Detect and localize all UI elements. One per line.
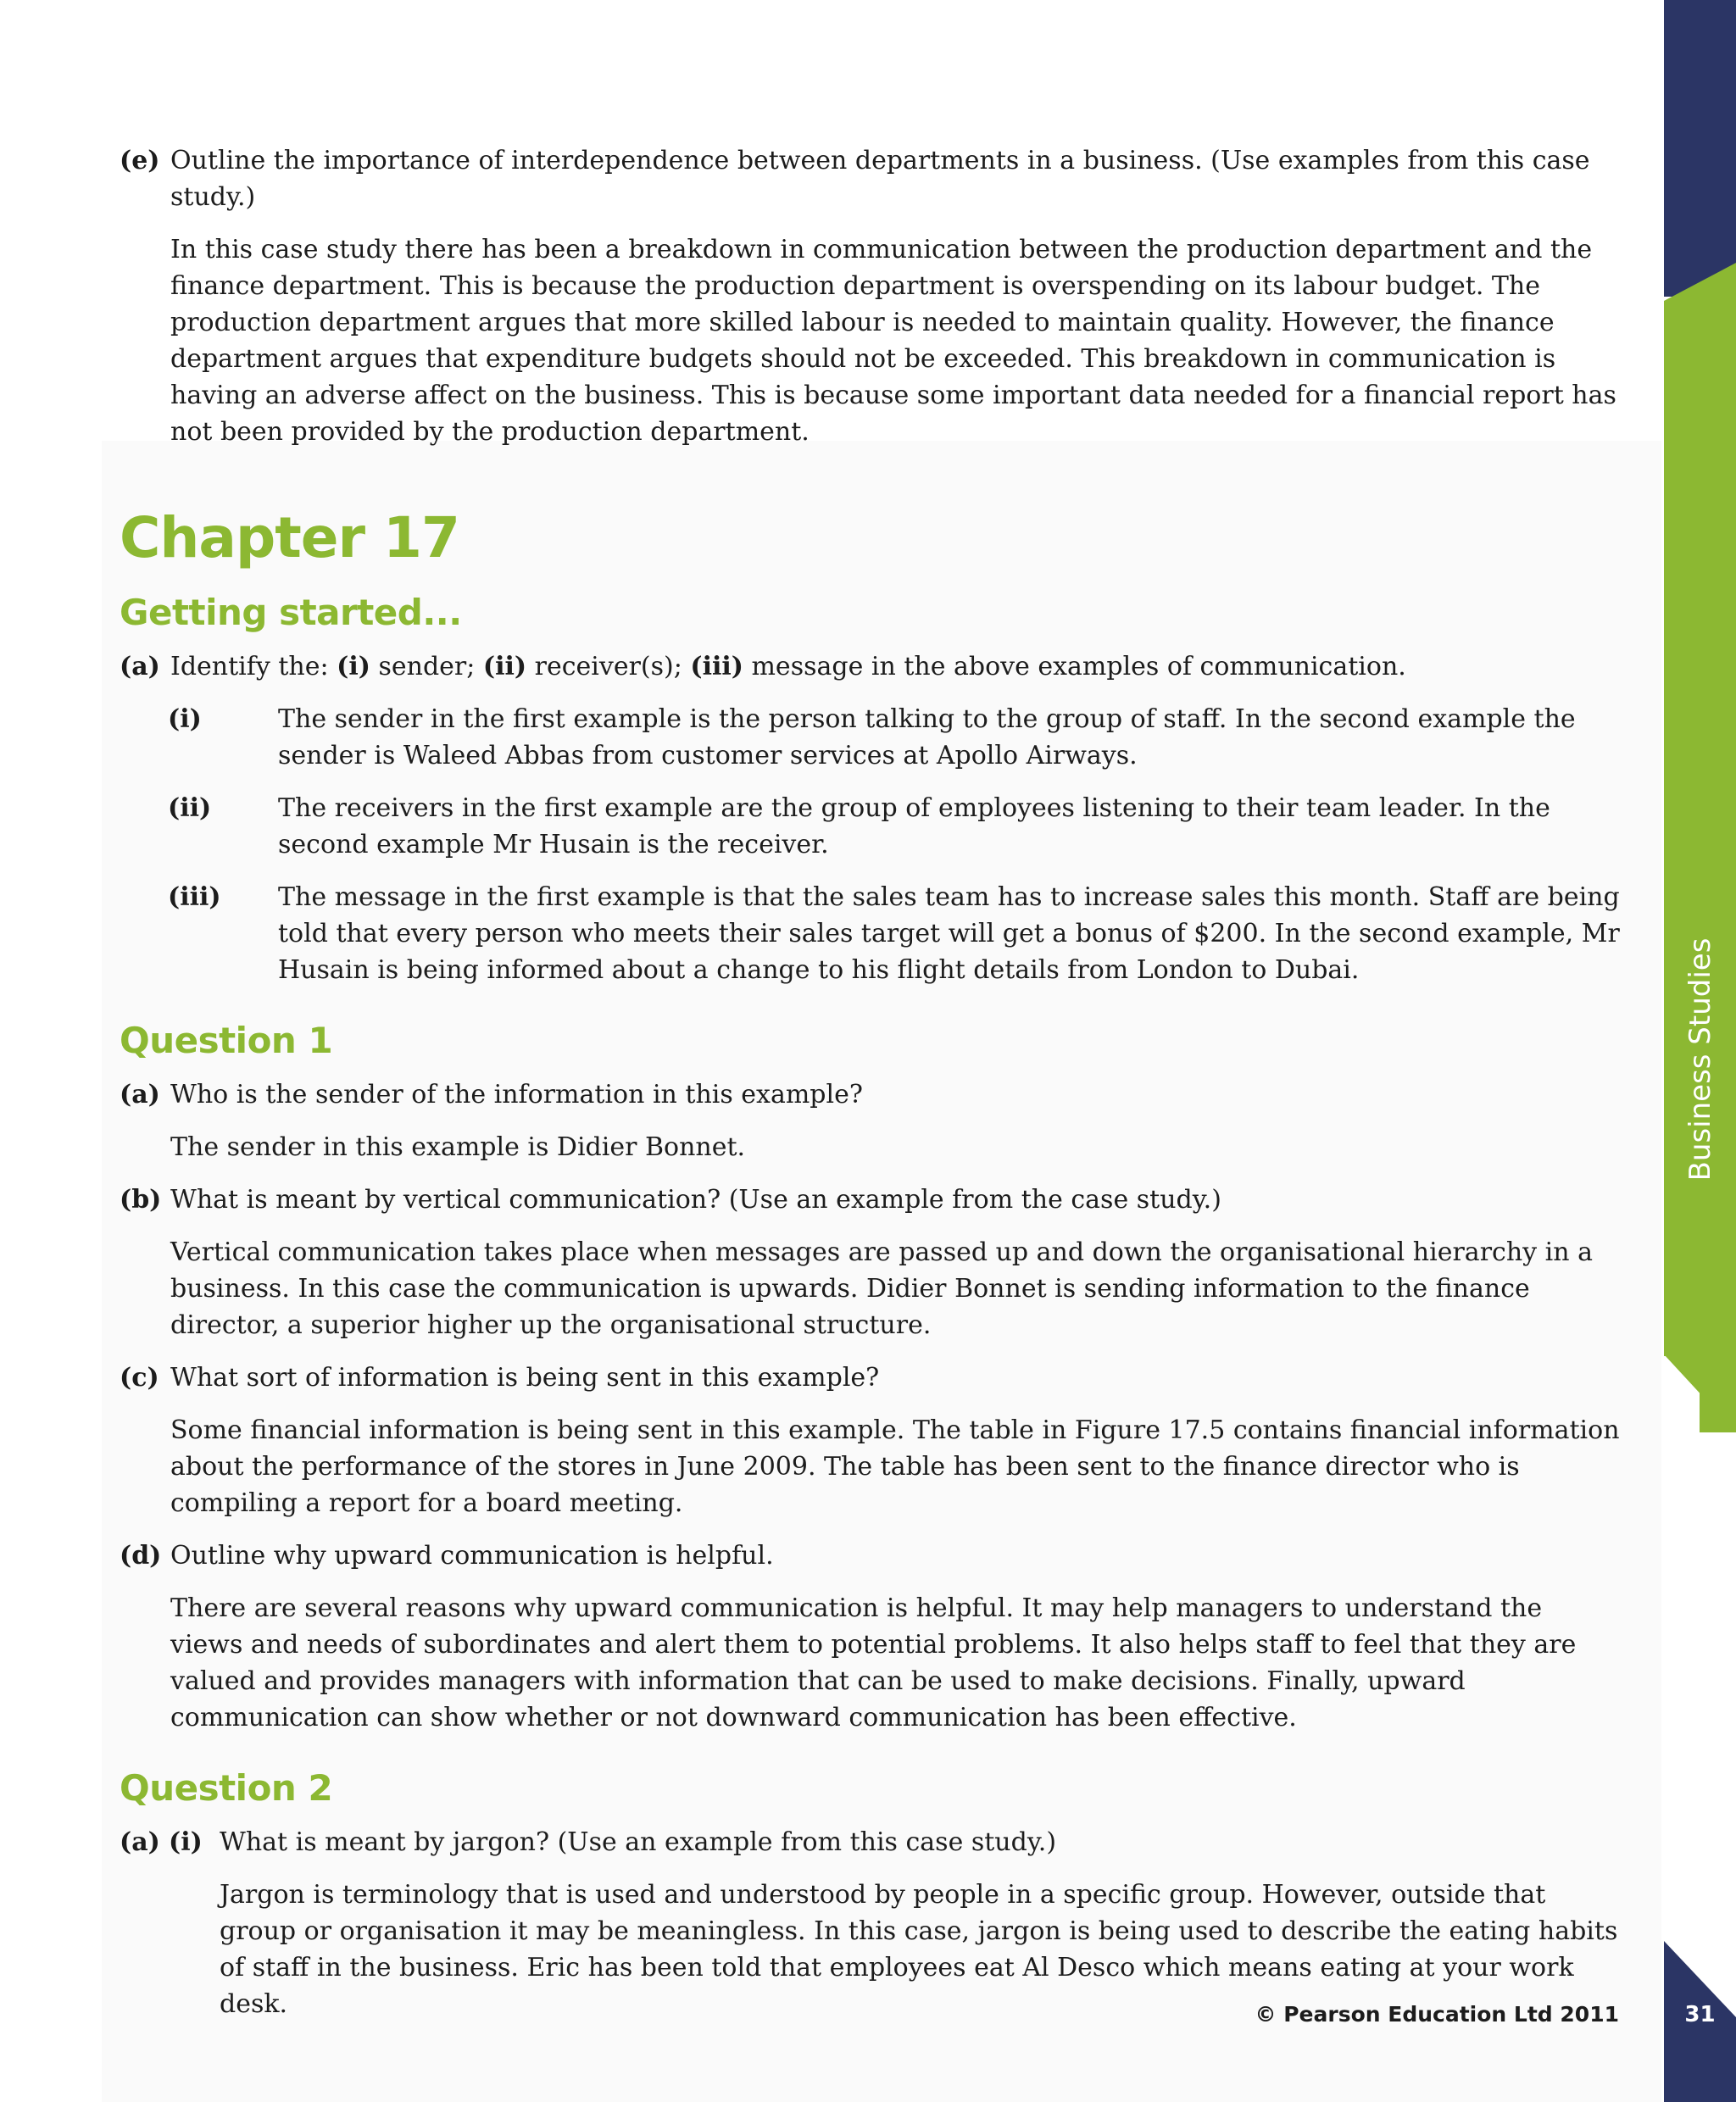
question-label: (a) xyxy=(120,652,160,681)
side-tab-green-panel xyxy=(1664,263,1736,1356)
answer-2-a-i: Jargon is terminology that is used and understood by people in a specific group. However, outside that group or organisation it may be meaningless. In this case, jargon is being used to describe the eating habits of staff in the business. Eric has been told that employees eat Al Desco which means eating at your work desk. xyxy=(220,1880,1618,2019)
item-label: (iii) xyxy=(168,882,221,912)
getting-started-item-ii xyxy=(168,790,1620,863)
question-label: (a) xyxy=(120,1827,160,1857)
question-text-part: sender; xyxy=(370,652,483,681)
answer-e: In this case study there has been a breakdown in communication between the production department and the finance department. This is because the production department is overspending on its labour budget. The production department argues that more skilled labour is needed to maintain quality. However, the finance department argues that expenditure budgets should not be exceeded. This breakdown in communication is having an adverse affect on the business. This is because some important data needed for a financial report has not been provided by the production department. xyxy=(170,235,1616,447)
chapter-title: Chapter 17 xyxy=(120,505,459,570)
item-label: (ii) xyxy=(168,793,212,823)
question-label: (e) xyxy=(120,146,160,175)
item-text: The sender in the first example is the person talking to the group of staff. In the second example the sender is Waleed Abbas from customer services at Apollo Airways. xyxy=(278,704,1576,770)
question-1-a xyxy=(120,1076,1620,1113)
getting-started-question-a xyxy=(120,648,1620,685)
question-text: Outline the importance of interdependence between departments in a business. (Use examples from this case study.) xyxy=(170,146,1590,212)
question-text: What is meant by jargon? (Use an example from this case study.) xyxy=(220,1827,1057,1857)
answer-1-a: The sender in this example is Didier Bonnet. xyxy=(170,1132,746,1162)
question-2-a-i xyxy=(120,1824,1620,1860)
question-1-heading: Question 1 xyxy=(120,1020,333,1061)
question-text-part: message in the above examples of communication. xyxy=(743,652,1406,681)
question-2-heading: Question 2 xyxy=(120,1767,333,1809)
page-number: 31 xyxy=(1684,2002,1716,2027)
answer-1-d: There are several reasons why upward communication is helpful. It may help managers to understand the views and needs of subordinates and alert them to potential problems. It also helps staff to feel that they are valued and provides managers with information that can be used to make decisions. Finally, upward communication can show whether or not downward communication has been effective. xyxy=(170,1593,1577,1732)
question-text-part: Identify the: xyxy=(170,652,337,681)
inline-label: (i) xyxy=(337,652,370,681)
item-text: The receivers in the first example are the group of employees listening to their team leader. In the second example Mr Husain is the receiver. xyxy=(278,793,1550,859)
sub-question-label: (i) xyxy=(169,1827,203,1857)
question-label: (b) xyxy=(120,1185,162,1215)
question-text: What is meant by vertical communication? (Use an example from the case study.) xyxy=(170,1185,1221,1215)
question-1-c xyxy=(120,1360,1620,1396)
question-1-b xyxy=(120,1182,1620,1218)
side-tab-label-text: Business Studies xyxy=(1683,937,1717,1182)
question-e xyxy=(120,142,1620,215)
answer-1-b: Vertical communication takes place when messages are passed up and down the organisational hierarchy in a business. In this case the communication is upwards. Didier Bonnet is sending information to the finance director, a superior higher up the organisational structure. xyxy=(170,1237,1593,1340)
question-label: (c) xyxy=(120,1363,159,1393)
answer-1-c: Some financial information is being sent in this example. The table in Figure 17.5 contains financial information about the performance of the stores in June 2009. The table has been sent to the finance director who is compiling a report for a board meeting. xyxy=(170,1415,1620,1518)
getting-started-item-iii xyxy=(168,879,1620,988)
page-content xyxy=(120,142,1620,2038)
question-label: (d) xyxy=(120,1541,162,1571)
inline-label: (iii) xyxy=(690,652,743,681)
side-tab-navy-block xyxy=(1664,0,1736,297)
inline-label: (ii) xyxy=(482,652,527,681)
question-text-part: receiver(s); xyxy=(526,652,691,681)
item-label: (i) xyxy=(168,704,202,734)
question-1-d xyxy=(120,1538,1620,1574)
question-label: (a) xyxy=(120,1080,160,1109)
question-text: What sort of information is being sent in this example? xyxy=(170,1363,880,1393)
getting-started-item-i xyxy=(168,701,1620,774)
item-text: The message in the first example is that the sales team has to increase sales this month. Staff are being told that every person who meets their sales target will get a bonus of $200. In the second example, Mr Husain is being informed about a change to his flight details from London to Dubai. xyxy=(278,882,1620,985)
getting-started-heading: Getting started... xyxy=(120,592,462,633)
copyright-notice: © Pearson Education Ltd 2011 xyxy=(1255,2002,1619,2027)
question-text: Who is the sender of the information in this example? xyxy=(170,1080,863,1109)
question-text: Outline why upward communication is helpful. xyxy=(170,1541,774,1571)
